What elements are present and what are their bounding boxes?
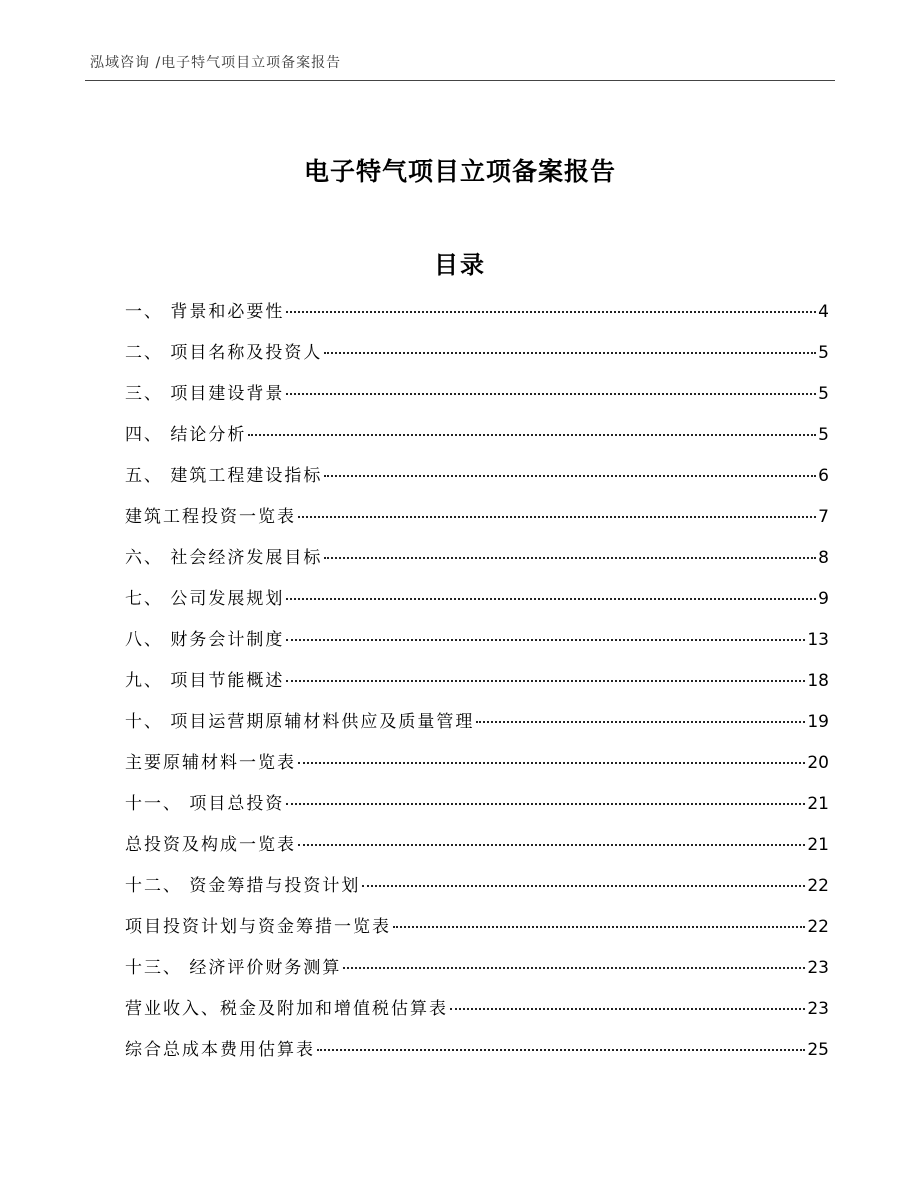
toc-entry-label: 建筑工程投资一览表 [125, 507, 296, 527]
toc-entry[interactable] [125, 912, 829, 953]
toc-entry[interactable] [125, 625, 829, 666]
toc-leader-dots [286, 803, 805, 805]
toc-entry[interactable] [125, 830, 829, 871]
toc-entry[interactable] [125, 789, 829, 830]
toc-entry-label: 五、 建筑工程建设指标 [125, 466, 323, 486]
toc-entry-label: 三、 项目建设背景 [125, 384, 285, 404]
toc-entry-page: 22 [807, 876, 829, 896]
toc-leader-dots [286, 393, 816, 395]
toc-entry[interactable] [125, 871, 829, 912]
toc-entry-label: 四、 结论分析 [125, 425, 247, 445]
toc-entry[interactable] [125, 707, 829, 748]
toc-entry[interactable] [125, 748, 829, 789]
toc-leader-dots [248, 434, 816, 436]
toc-leader-dots [476, 721, 805, 723]
toc-leader-dots [317, 1049, 805, 1051]
toc-leader-dots [286, 311, 816, 313]
toc-entry-page: 5 [818, 343, 829, 363]
toc-leader-dots [343, 967, 805, 969]
toc-entry-label: 十一、 项目总投资 [125, 794, 285, 814]
toc-entry-page: 5 [818, 384, 829, 404]
toc-entry-label: 七、 公司发展规划 [125, 589, 285, 609]
toc-entry-label: 十二、 资金筹措与投资计划 [125, 876, 361, 896]
header-divider [85, 80, 835, 81]
toc-entry-page: 23 [807, 999, 829, 1019]
toc-entry[interactable] [125, 502, 829, 543]
toc-entry[interactable] [125, 420, 829, 461]
toc-leader-dots [324, 352, 816, 354]
toc-entry-label: 总投资及构成一览表 [125, 835, 296, 855]
toc-leader-dots [298, 516, 816, 518]
document-title: 电子特气项目立项备案报告 [303, 157, 616, 186]
toc-leader-dots [286, 639, 805, 641]
toc-entry-page: 5 [818, 425, 829, 445]
toc-entry-label: 十、 项目运营期原辅材料供应及质量管理 [125, 712, 475, 732]
toc-heading: 目录 [434, 251, 486, 279]
toc-entry-label: 八、 财务会计制度 [125, 630, 285, 650]
toc-entry[interactable] [125, 994, 829, 1035]
running-header: 泓域咨询 /电子特气项目立项备案报告 [90, 55, 342, 71]
toc-entry-page: 9 [818, 589, 829, 609]
toc-entry-label: 十三、 经济评价财务测算 [125, 958, 342, 978]
toc-leader-dots [324, 475, 816, 477]
toc-entry-page: 4 [818, 302, 829, 322]
toc-entry-page: 13 [807, 630, 829, 650]
toc-leader-dots [450, 1008, 805, 1010]
toc-entry[interactable] [125, 1035, 829, 1076]
toc-leader-dots [362, 885, 805, 887]
toc-entry-label: 二、 项目名称及投资人 [125, 343, 323, 363]
toc-leader-dots [324, 557, 816, 559]
toc-entry-label: 主要原辅材料一览表 [125, 753, 296, 773]
toc-entry-page: 7 [818, 507, 829, 527]
toc-entry-label: 营业收入、税金及附加和增值税估算表 [125, 999, 448, 1019]
toc-entry-page: 18 [807, 671, 829, 691]
toc-leader-dots [286, 680, 805, 682]
toc-entry-page: 25 [807, 1040, 829, 1060]
toc-entry-page: 20 [807, 753, 829, 773]
toc-entry-label: 六、 社会经济发展目标 [125, 548, 323, 568]
toc-entry[interactable] [125, 666, 829, 707]
toc-entry-page: 21 [807, 794, 829, 814]
toc-leader-dots [298, 762, 805, 764]
toc-entry[interactable] [125, 543, 829, 584]
toc-entry-label: 项目投资计划与资金筹措一览表 [125, 917, 391, 937]
toc-leader-dots [393, 926, 805, 928]
toc-leader-dots [298, 844, 805, 846]
toc-entry-page: 21 [807, 835, 829, 855]
toc-entry[interactable] [125, 461, 829, 502]
toc-entry-label: 九、 项目节能概述 [125, 671, 285, 691]
toc-entry-page: 22 [807, 917, 829, 937]
toc-entry-label: 综合总成本费用估算表 [125, 1040, 315, 1060]
toc-leader-dots [286, 598, 816, 600]
toc-entry-page: 23 [807, 958, 829, 978]
toc-entry[interactable] [125, 584, 829, 625]
toc-entry-page: 6 [818, 466, 829, 486]
toc-entry[interactable] [125, 297, 829, 338]
toc-entry-label: 一、 背景和必要性 [125, 302, 285, 322]
toc-entry[interactable] [125, 379, 829, 420]
table-of-contents [125, 297, 829, 1076]
toc-entry[interactable] [125, 953, 829, 994]
toc-entry[interactable] [125, 338, 829, 379]
toc-entry-page: 19 [807, 712, 829, 732]
toc-entry-page: 8 [818, 548, 829, 568]
